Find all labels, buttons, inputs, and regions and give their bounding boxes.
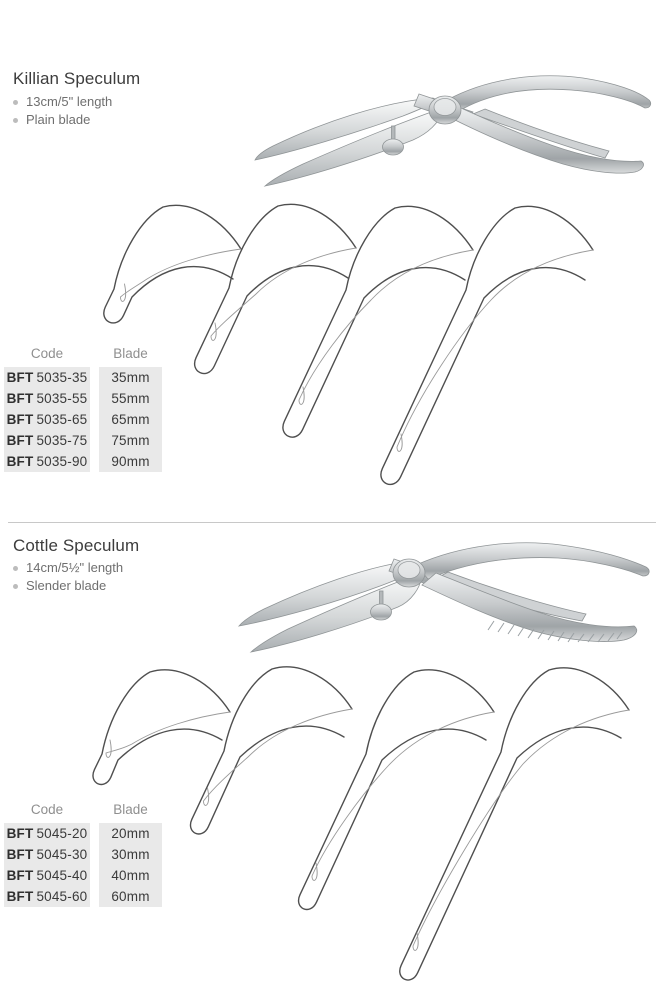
blade-drawing-30mm <box>190 667 352 834</box>
table-row <box>4 451 162 472</box>
blade-drawing-20mm <box>93 670 230 785</box>
instrument-illustration <box>239 543 649 652</box>
code-value: 5035-55 <box>36 391 88 406</box>
table-row <box>4 865 162 886</box>
table-row <box>4 430 162 451</box>
blade-size: 90mm <box>99 451 162 472</box>
table-row <box>4 367 162 388</box>
code-value: 5035-65 <box>36 412 88 427</box>
table-row <box>4 409 162 430</box>
blade-size: 75mm <box>99 430 162 451</box>
blade-drawing-60mm <box>400 668 629 980</box>
code-value: 5045-20 <box>36 826 88 841</box>
feature-text: Slender blade <box>26 578 107 593</box>
code-value: 5035-90 <box>36 454 88 469</box>
code-prefix: BFT <box>6 433 34 448</box>
cottle-speculum-photo <box>226 525 664 665</box>
feature-text: Plain blade <box>26 112 91 127</box>
thumbscrew-knob <box>371 604 392 620</box>
blade-size: 40mm <box>99 865 162 886</box>
blade-drawing-55mm <box>195 204 356 373</box>
blade-drawing-40mm <box>299 670 494 910</box>
blade-drawing-65mm <box>283 206 473 437</box>
table-row <box>4 388 162 409</box>
code-prefix: BFT <box>6 889 34 904</box>
feature-text: 13cm/5" length <box>26 94 113 109</box>
code-prefix: BFT <box>6 370 34 385</box>
code-prefix: BFT <box>6 412 34 427</box>
cottle-features <box>12 561 123 597</box>
code-value: 5045-60 <box>36 889 88 904</box>
feature-item <box>12 561 123 575</box>
thumbscrew-knob <box>383 139 404 155</box>
blade-column-header: Blade <box>113 346 148 361</box>
code-column-header: Code <box>30 346 64 361</box>
killian-size-table <box>4 346 162 472</box>
killian-features <box>12 95 112 131</box>
feature-item <box>12 113 112 127</box>
code-prefix: BFT <box>6 847 34 862</box>
blade-size: 30mm <box>99 844 162 865</box>
instrument-illustration <box>255 76 651 186</box>
table-row <box>4 823 162 844</box>
blade-size: 60mm <box>99 886 162 907</box>
code-value: 5045-30 <box>36 847 88 862</box>
table-row <box>4 844 162 865</box>
blade-drawing-90mm <box>381 206 593 484</box>
blade-size: 55mm <box>99 388 162 409</box>
feature-item <box>12 579 123 593</box>
code-column-header: Code <box>30 802 64 817</box>
cottle-size-table <box>4 802 162 907</box>
code-prefix: BFT <box>6 391 34 406</box>
table-header-row <box>4 346 162 361</box>
feature-item <box>12 95 112 109</box>
bullet-icon <box>13 100 18 105</box>
blade-size: 20mm <box>99 823 162 844</box>
code-prefix: BFT <box>6 868 34 883</box>
code-prefix: BFT <box>6 454 34 469</box>
blade-size: 65mm <box>99 409 162 430</box>
bullet-icon <box>13 118 18 123</box>
table-row <box>4 886 162 907</box>
table-header-row <box>4 802 162 817</box>
bullet-icon <box>13 566 18 571</box>
blade-size: 35mm <box>99 367 162 388</box>
section-divider <box>8 522 656 523</box>
code-value: 5035-35 <box>36 370 88 385</box>
code-value: 5045-40 <box>36 868 88 883</box>
feature-text: 14cm/5½" length <box>26 560 124 575</box>
code-value: 5035-75 <box>36 433 88 448</box>
cottle-title: Cottle Speculum <box>13 536 140 555</box>
bullet-icon <box>13 584 18 589</box>
killian-speculum-photo <box>233 50 663 205</box>
blade-column-header: Blade <box>113 802 148 817</box>
code-prefix: BFT <box>6 826 34 841</box>
killian-title: Killian Speculum <box>13 69 141 88</box>
